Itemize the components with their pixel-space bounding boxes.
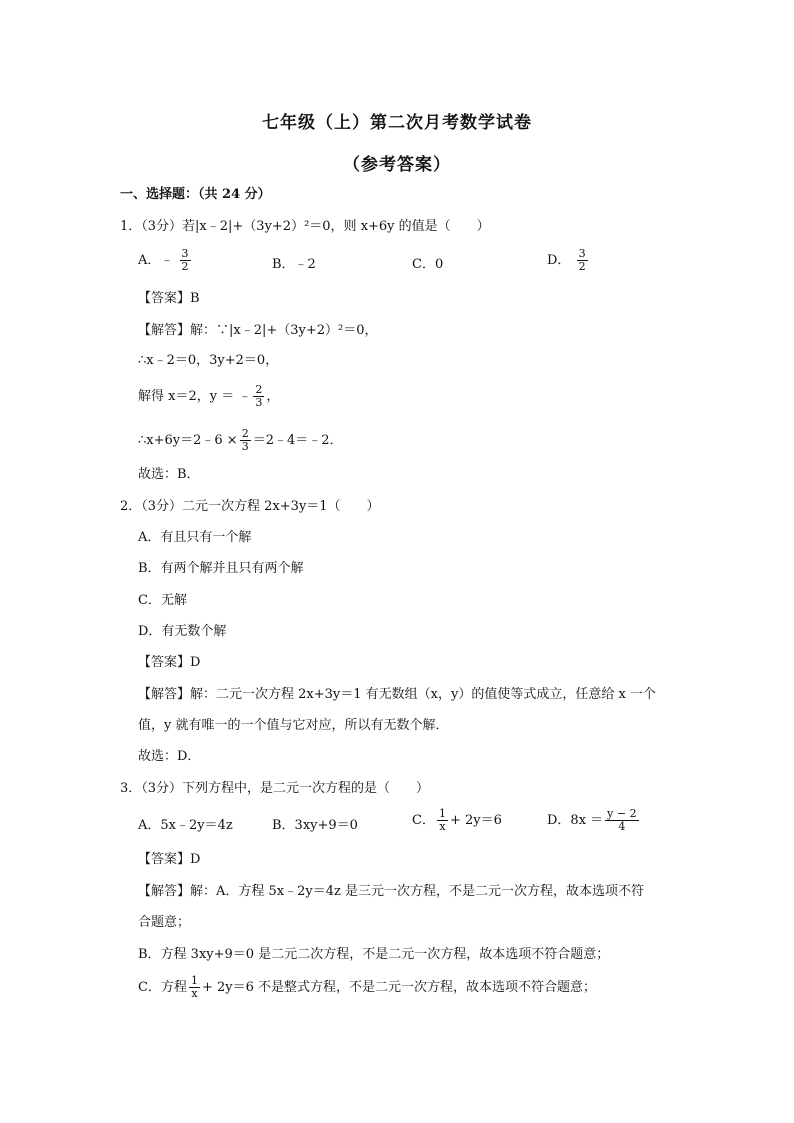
q1-solution-line-1: 【解答】解：∵|x﹣2|+（3y+2）²＝0， xyxy=(138,323,378,338)
q1-option-b: B．﹣2 xyxy=(272,257,316,272)
q1-choice: 故选：B． xyxy=(138,467,200,482)
q2-option-c: C．无解 xyxy=(138,593,187,608)
question-3-stem: 3．（3分）下列方程中，是二元一次方程的是（ ） xyxy=(120,781,430,796)
q1-option-c: C．0 xyxy=(412,257,444,272)
page-subtitle: （参考答案） xyxy=(343,155,451,175)
q2-choice: 故选：D． xyxy=(138,749,201,764)
question-1-stem: 1．（3分）若|x﹣2|+（3y+2）²＝0，则 x+6y 的值是（ ） xyxy=(120,219,490,234)
q2-answer: 【答案】D xyxy=(138,655,201,670)
q3-solution-line-1: 【解答】解：A．方程 5x﹣2y＝4z 是三元一次方程，不是二元一次方程，故本选项不符 xyxy=(138,884,644,899)
q2-option-d: D．有无数个解 xyxy=(138,624,227,639)
q3-solution-line-2: 合题意； xyxy=(138,915,191,930)
fraction: $\frac{1}{x}$ xyxy=(438,807,446,833)
q3-option-b: B．3xy+9＝0 xyxy=(272,818,358,833)
q3-answer: 【答案】D xyxy=(138,852,201,867)
section-heading: 一、选择题：（共 24 分） xyxy=(120,187,271,202)
q1-answer: 【答案】B xyxy=(138,291,200,306)
q3-solution-line-3: B．方程 3xy+9＝0 是二元二次方程，不是二元一次方程，故本选项不符合题意； xyxy=(138,947,610,962)
fraction: $\frac{2}{3}$ xyxy=(255,383,263,409)
fraction: $\frac{2}{3}$ xyxy=(241,427,249,453)
fraction: $\frac{3}{2}$ xyxy=(181,247,189,273)
q3-solution-line-4: C．方程 $\frac{1}{x}$ + 2y＝6 不是整式方程，不是二元一次方程，故本选项不符合题意； xyxy=(138,974,596,1000)
q2-option-a: A．有且只有一个解 xyxy=(138,530,252,545)
q3-option-c: C． $\frac{1}{x}$ + 2y＝6 xyxy=(412,807,502,833)
q2-solution-line-2: 值，y 就有唯一的一个值与它对应，所以有无数个解． xyxy=(138,718,449,733)
q2-option-b: B．有两个解并且只有两个解 xyxy=(138,561,304,576)
q1-option-a: A．﹣ $\frac{3}{2}$ xyxy=(138,247,189,273)
fraction: $\frac{1}{x}$ xyxy=(190,974,198,1000)
fraction: $\frac{y - 2}{4}$ xyxy=(607,807,637,833)
question-2-stem: 2．（3分）二元一次方程 2x+3y＝1（ ） xyxy=(120,499,380,514)
q1-option-d: D． $\frac{3}{2}$ xyxy=(547,247,586,273)
q3-option-d: D．8x ＝ $\frac{y - 2}{4}$ xyxy=(547,807,637,833)
fraction: $\frac{3}{2}$ xyxy=(578,247,586,273)
q1-solution-line-3: 解得 x＝2，y ＝ ﹣ $\frac{2}{3}$ ， xyxy=(138,383,280,409)
page-title: 七年级（上）第二次月考数学试卷 xyxy=(262,113,532,133)
q2-solution-line-1: 【解答】解：二元一次方程 2x+3y＝1 有无数组（x，y）的值使等式成立，任意给 x 一个 xyxy=(138,687,656,702)
q3-option-a: A．5x﹣2y＝4z xyxy=(138,818,233,833)
q1-solution-line-2: ∴x﹣2＝0，3y+2＝0， xyxy=(138,353,279,368)
q1-solution-line-4: ∴x+6y＝2﹣6 × $\frac{2}{3}$ ＝2﹣4＝﹣2． xyxy=(138,427,343,453)
